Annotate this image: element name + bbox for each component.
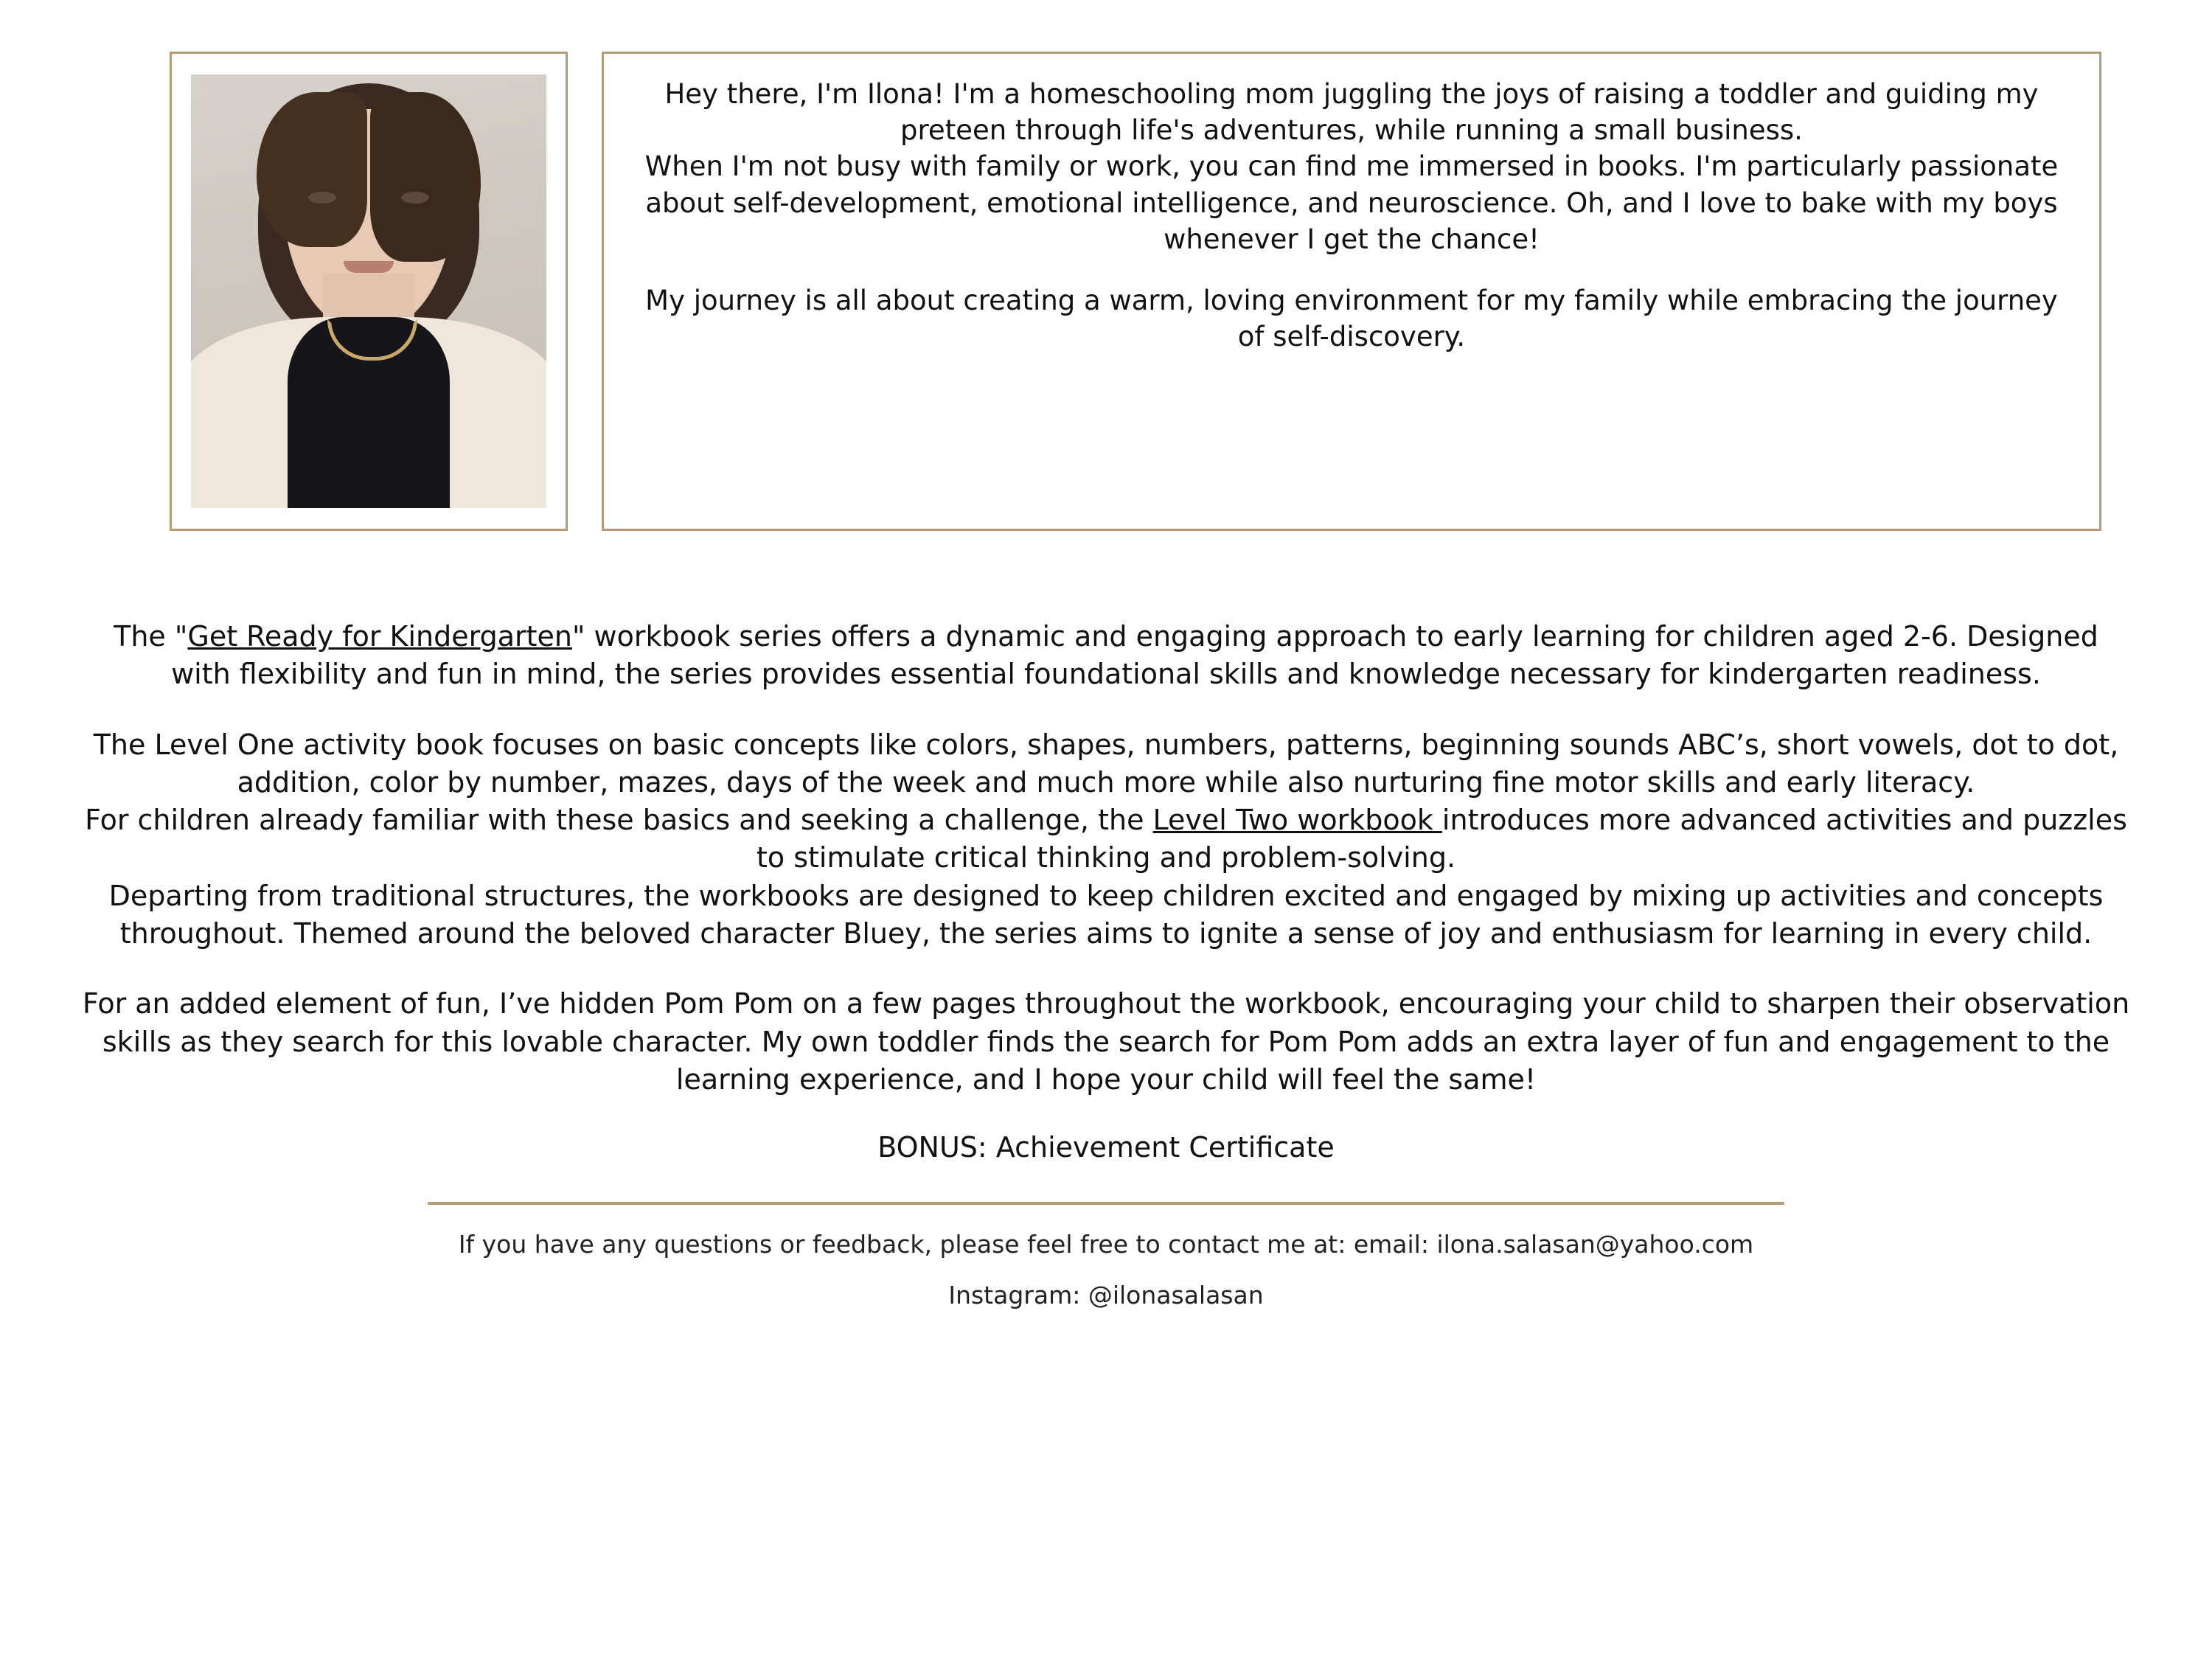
intro-pre-text: The " [114,620,188,653]
level-two-pre-text: For children already familiar with these basics and seeking a challenge, the [85,804,1153,837]
instagram-line: Instagram: @ilonasalasan [948,1281,1264,1310]
photo-hair-right [370,92,481,262]
paragraph-spacer-1 [81,694,2131,726]
author-intro-section [74,52,2138,531]
intro-paragraph [81,618,2131,694]
level-two-post-text: introduces more advanced activities and puzzles to stimulate critical thinking and problem-solving. [756,804,2127,874]
photo-eye-left [308,192,336,204]
author-photo-frame [170,52,568,531]
level-one-paragraph: The Level One activity book focuses on basic concepts like colors, shapes, numbers, patterns, beginning sounds ABC’s, short vowels, dot to dot, addition, color by number, mazes, days of the week and much more while also nurturing fine motor skills and early literacy. [93,728,2119,799]
bio-paragraph-3: My journey is all about creating a warm, loving environment for my family while embracing the journey of self-discovery. [645,285,2058,353]
photo-mouth [344,261,394,273]
contact-line: If you have any questions or feedback, please feel free to contact me at: email: ilona.salasan@yahoo.com [458,1230,1754,1259]
get-ready-link[interactable]: Get Ready for Kindergarten [187,620,572,653]
intro-post-text: " workbook series offers a dynamic and engaging approach to early learning for children aged 2-6. Designed with flexibility and fun in mind, the series provides essential foundational skills and knowledge necessary for kindergarten readiness. [171,620,2098,691]
bio-spacer [633,257,2070,282]
author-photo [191,74,546,508]
level-two-link[interactable]: Level Two workbook [1152,804,1442,837]
bio-paragraph-1: Hey there, I'm Ilona! I'm a homeschooling mom juggling the joys of raising a toddler and guiding my preteen through life's adventures, while running a small business. [664,78,2039,147]
body-copy-section [74,618,2138,1164]
photo-hair-left [257,92,367,247]
level-two-paragraph [81,801,2131,877]
photo-eye-right [401,192,429,204]
departing-paragraph: Departing from traditional structures, the workbooks are designed to keep children excited and engaged by mixing up activities and concepts throughout. Themed around the beloved character Bluey, the series aims to ignite a sense of joy and enthusiasm for learning in every child. [108,879,2104,950]
author-bio-box [602,52,2101,531]
paragraph-spacer-2 [81,953,2131,985]
bio-paragraph-2: When I'm not busy with family or work, you can find me immersed in books. I'm particularly passionate about self-development, emotional intelligence, and neuroscience. Oh, and I love to bake with my boys whenever I get the chance! [644,150,2059,255]
footer-divider [428,1202,1784,1205]
pompom-paragraph: For an added element of fun, I’ve hidden Pom Pom on a few pages throughout the workbook, encouraging your child to sharpen their observation skills as they search for this lovable character. My own toddler finds the search for Pom Pom adds an extra layer of fun and engagement to the learning experience, and I hope your child will feel the same! [82,987,2130,1096]
bonus-line: BONUS: Achievement Certificate [877,1131,1335,1164]
